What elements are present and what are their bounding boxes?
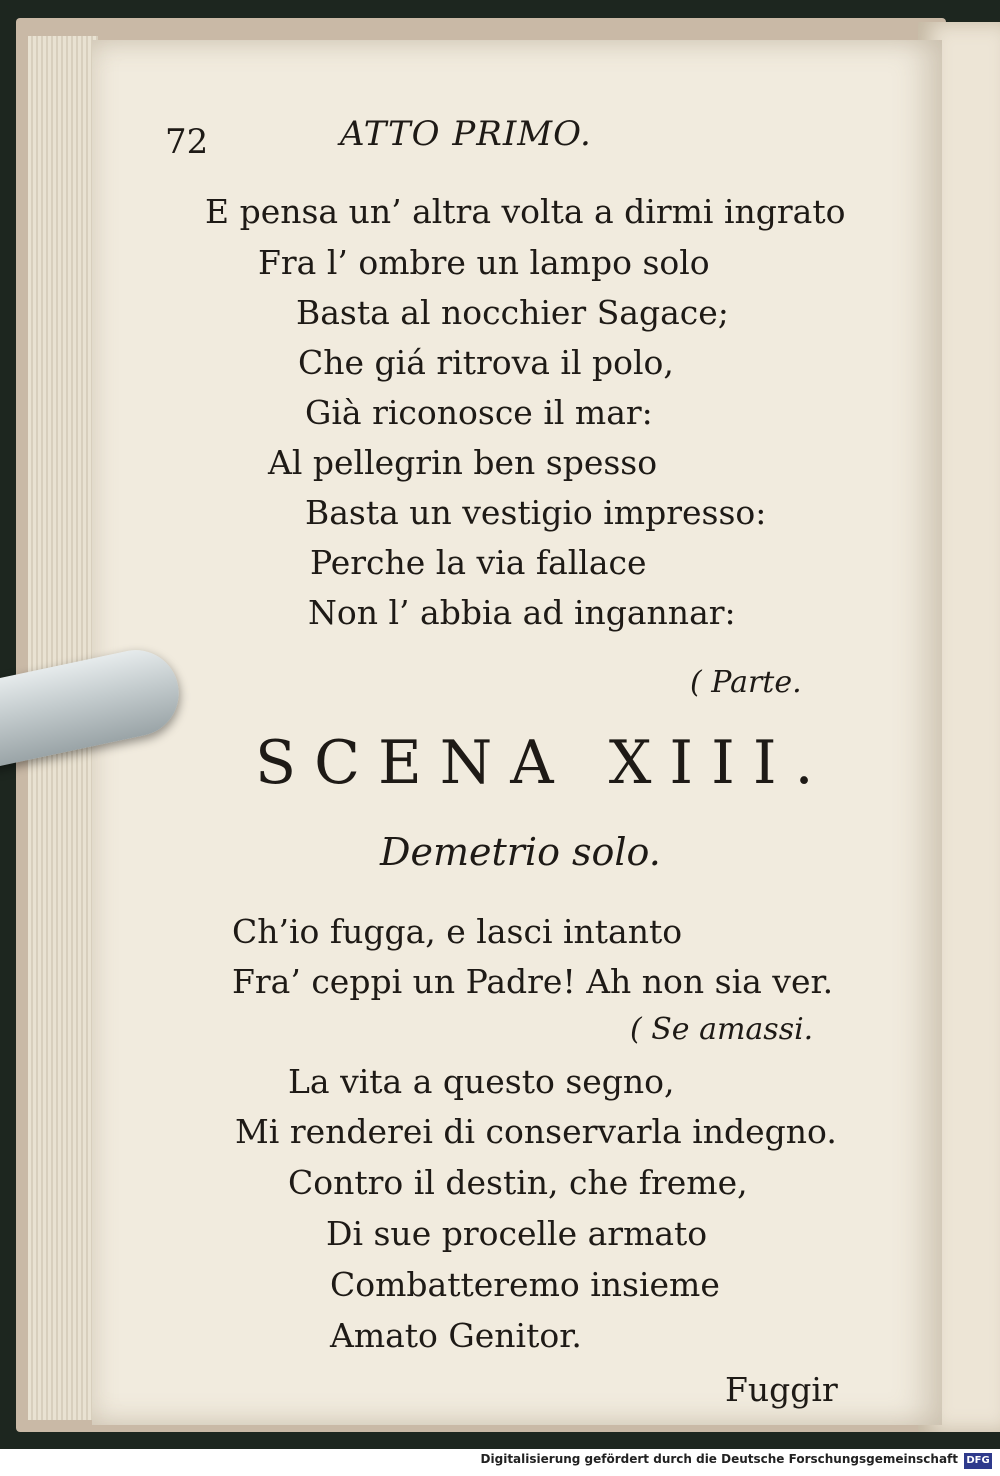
verse-line: Non l’ abbia ad ingannar: [308, 593, 736, 632]
verse-line: Già riconosce il mar: [305, 393, 653, 432]
verse-line: Che giá ritrova il polo, [298, 343, 674, 382]
catchword: Fuggir [725, 1370, 838, 1409]
verse-line: Basta al nocchier Sagace; [296, 293, 729, 332]
verse-line: Mi renderei di conservarla indegno. [235, 1112, 837, 1151]
verse-line: Al pellegrin ben spesso [268, 443, 658, 482]
footer-text: Digitalisierung gefördert durch die Deutsche Forschungsgemeinschaft [480, 1452, 958, 1466]
stage-direction-aside: ( Se amassi. [630, 1012, 814, 1047]
verse-line: Di sue procelle armato [326, 1214, 708, 1253]
verse-line: Fra’ ceppi un Padre! Ah non sia ver. [232, 962, 834, 1001]
verse-line: Combatteremo insieme [330, 1265, 720, 1304]
verse-line: Amato Genitor. [330, 1316, 582, 1355]
verse-line: Basta un vestigio impresso: [305, 493, 767, 532]
dfg-logo-icon: DFG [964, 1453, 992, 1469]
stage-direction-exit: ( Parte. [690, 665, 802, 700]
running-head: ATTO PRIMO. [340, 114, 592, 154]
verse-line: Fra l’ ombre un lampo solo [258, 243, 710, 282]
verse-line: La vita a questo segno, [288, 1062, 675, 1101]
page-number: 72 [165, 122, 209, 162]
verse-line: Perche la via fallace [310, 543, 647, 582]
character-line: Demetrio solo. [380, 830, 661, 874]
verse-line: Ch’io fugga, e lasci intanto [232, 912, 683, 951]
verse-line: Contro il destin, che freme, [288, 1163, 748, 1202]
verse-line: E pensa un’ altra volta a dirmi ingrato [205, 192, 846, 231]
scene-heading: SCENA XIII. [255, 728, 832, 798]
